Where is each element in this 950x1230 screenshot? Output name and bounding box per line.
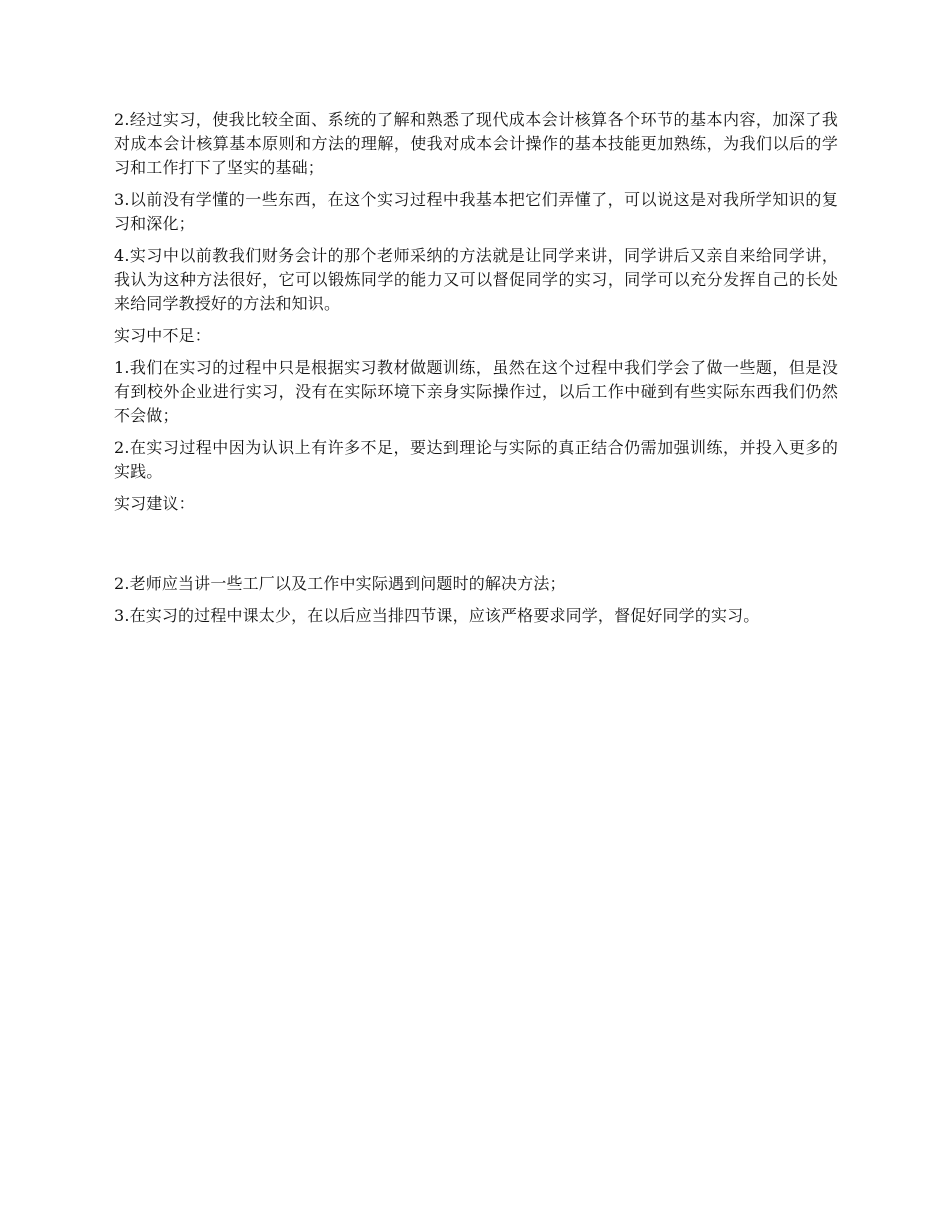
document-body [114,108,838,636]
paragraph-suggestion-2: 2.老师应当讲一些工厂以及工作中实际遇到问题时的解决方法； [114,574,566,593]
heading-shortcomings: 实习中不足： [114,326,211,345]
blank-space [114,524,838,572]
heading-suggestions: 实习建议： [114,494,195,513]
paragraph-practice-benefit-4: 4.实习中以前教我们财务会计的那个老师采纳的方法就是让同学来讲，同学讲后又亲自来给同学讲，我认为这种方法很好，它可以锻炼同学的能力又可以督促同学的实习，同学可以充分发挥自己的长处来给同学教授好的方法和知识。 [114,246,838,313]
paragraph-practice-benefit-3: 3.以前没有学懂的一些东西，在这个实习过程中我基本把它们弄懂了，可以说这是对我所学知识的复习和深化； [114,190,838,233]
paragraph-practice-benefit-2: 2.经过实习，使我比较全面、系统的了解和熟悉了现代成本会计核算各个环节的基本内容，加深了我对成本会计核算基本原则和方法的理解，使我对成本会计操作的基本技能更加熟练，为我们以后的学习和工作打下了坚实的基础； [114,110,838,177]
paragraph-suggestion-3: 3.在实习的过程中课太少，在以后应当排四节课，应该严格要求同学，督促好同学的实习。 [114,606,760,625]
paragraph-shortcoming-2: 2.在实习过程中因为认识上有许多不足，要达到理论与实际的真正结合仍需加强训练，并投入更多的实践。 [114,438,838,481]
paragraph-shortcoming-1: 1.我们在实习的过程中只是根据实习教材做题训练，虽然在这个过程中我们学会了做一些题，但是没有到校外企业进行实习，没有在实际环境下亲身实际操作过，以后工作中碰到有些实际东西我们仍然不会做； [114,358,838,425]
